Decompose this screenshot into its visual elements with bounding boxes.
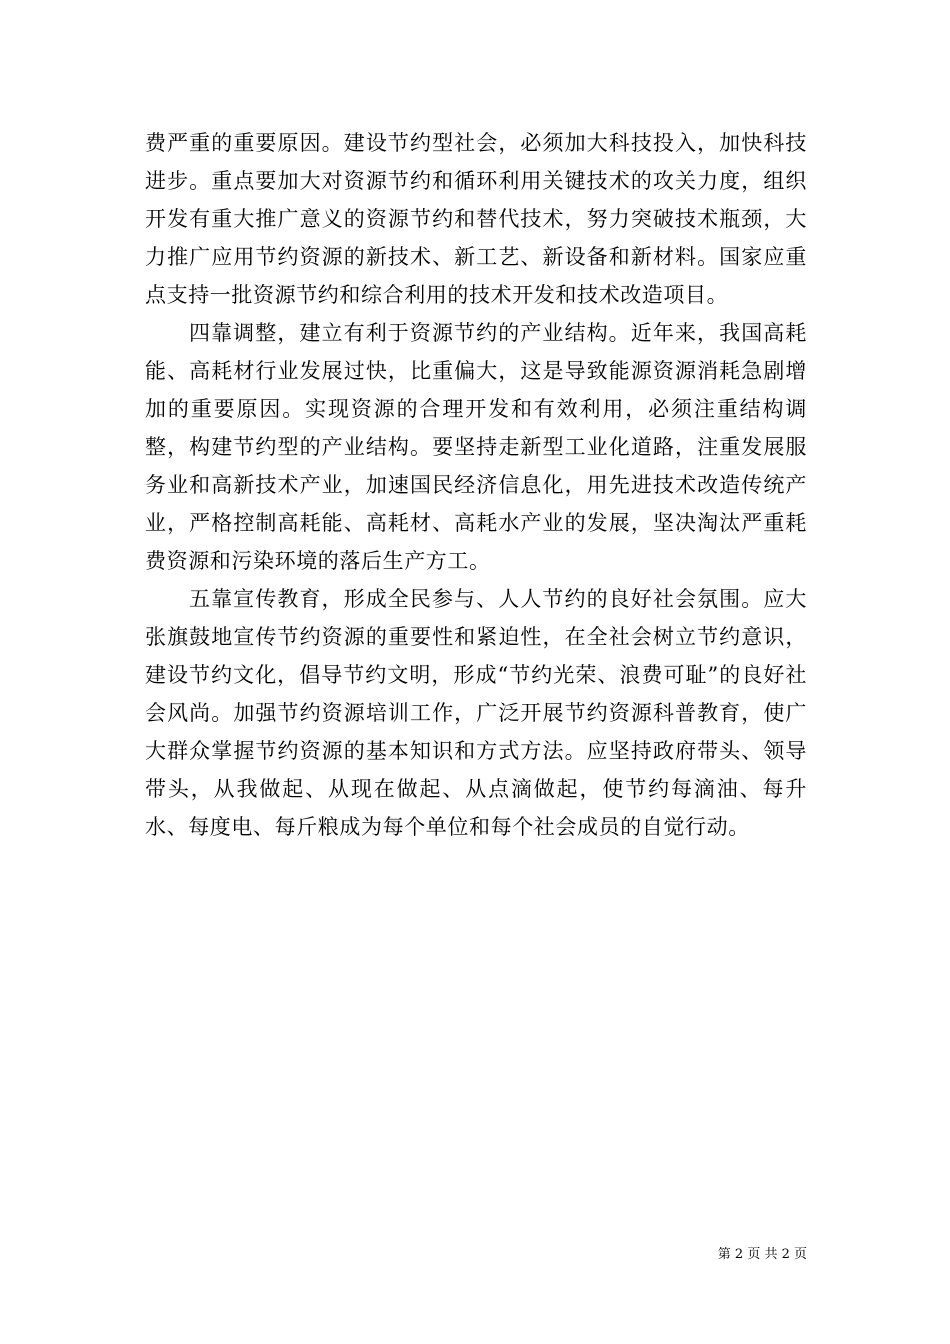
document-body <box>145 124 807 846</box>
paragraph-publicity-education: 五靠宣传教育，形成全民参与、人人节约的良好社会氛围。应大张旗鼓地宣传节约资源的重要性和紧迫性，在全社会树立节约意识，建设节约文化，倡导节约文明，形成“节约光荣、浪费可耻”的良好社会风尚。加强节约资源培训工作，广泛开展节约资源科普教育，使广大群众掌握节约资源的基本知识和方式方法。应坚持政府带头、领导带头，从我做起、从现在做起、从点滴做起，使节约每滴油、每升水、每度电、每斤粮成为每个单位和每个社会成员的自觉行动。 <box>145 587 807 839</box>
paragraph-industrial-structure: 四靠调整，建立有利于资源节约的产业结构。近年来，我国高耗能、高耗材行业发展过快，比重偏大，这是导致能源资源消耗急剧增加的重要原因。实现资源的合理开发和有效利用，必须注重结构调整，构建节约型的产业结构。要坚持走新型工业化道路，注重发展服务业和高新技术产业，加速国民经济信息化，用先进技术改造传统产业，严格控制高耗能、高耗材、高耗水产业的发展，坚决淘汰严重耗费资源和污染环境的落后生产方工。 <box>145 321 807 573</box>
page-number-footer: 第 2 页 共 2 页 <box>717 1247 807 1262</box>
paragraph-continuation: 费严重的重要原因。建设节约型社会，必须加大科技投入，加快科技进步。重点要加大对资源节约和循环利用关键技术的攻关力度，组织开发有重大推广意义的资源节约和替代技术，努力突破技术瓶颈，大力推广应用节约资源的新技术、新工艺、新设备和新材料。国家应重点支持一批资源节约和综合利用的技术开发和技术改造项目。 <box>145 131 807 307</box>
